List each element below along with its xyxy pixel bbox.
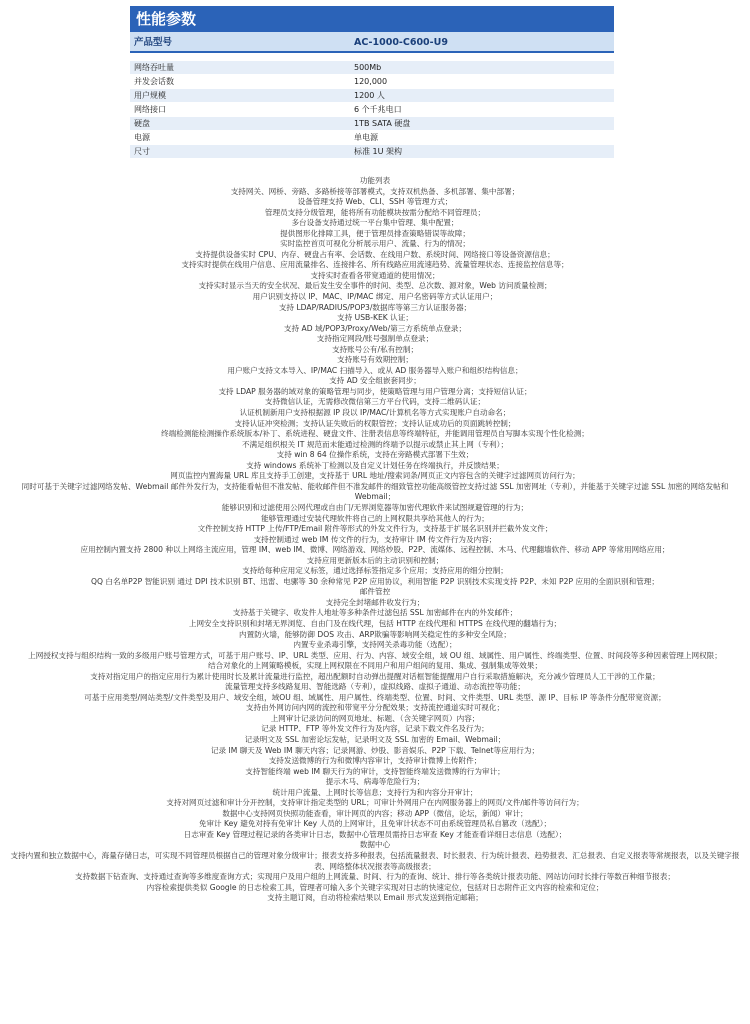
feature-line: 支持 USB-KEK 认证； bbox=[337, 313, 413, 323]
feature-line: 设备管理支持 Web、CLI、SSH 等管理方式； bbox=[297, 197, 453, 207]
feature-line: 支持实时查看各带宽通道的使用情况； bbox=[310, 270, 440, 280]
spec-rows bbox=[130, 61, 614, 159]
spec-row-value: 单电源 bbox=[354, 133, 378, 142]
feature-line: 免审计 Key 避免对持有免审计 Key 人员的上网审计，且免审计状态不可由系统管理员私自篡改（选配）； bbox=[198, 819, 552, 829]
feature-line: 支持发送微博的行为和微博内容审计，支持审计微博上传附件； bbox=[268, 756, 482, 766]
feature-line: 支持指定网段/账号强制单点登录； bbox=[316, 334, 434, 344]
spec-row-label: 并发会话数 bbox=[134, 77, 174, 86]
feature-line: 多台设备支持通过统一平台集中管理、集中配置； bbox=[291, 218, 459, 228]
spec-row-label: 网络接口 bbox=[134, 105, 166, 114]
feature-line: 支持内置和独立数据中心，海量存储日志，可实现不同管理员根据自己的管理对象分级审计；报表支持多种报表，包括流量报表、时长报表、行为统计报表、趋势报表、汇总报表、自定义报表等常规报表，以及关键字报表、网络整体状况报表等高级报表； bbox=[10, 851, 740, 871]
feature-line: QQ 白名单P2P 智能识别 通过 DPI 技术识别 BT、迅雷、电骡等 30 余种常见 P2P 应用协议，利用智能 P2P 识别技术实现支持 P2P、未知 P2P 应用的全面识别和管理； bbox=[91, 576, 659, 586]
spec-row-value: 120,000 bbox=[354, 77, 388, 86]
feature-line: 提示木马、病毒等危险行为； bbox=[325, 777, 425, 787]
feature-line: 同时可基于关键字过滤网络发帖、Webmail 邮件外发行为，支持能看帖但不准发帖、能收邮件但不准发邮件的细致管控功能高级管控支持过滤 SSL 加密网址（专利），并能基于关键字过滤 SSL 加密的网络发帖和 Webmail； bbox=[21, 481, 729, 502]
spec-row bbox=[130, 103, 614, 117]
spec-row-label: 尺寸 bbox=[134, 147, 150, 156]
feature-line: 支持控制通过 web IM 传文件的行为，支持审计 IM 传文件行为及内容； bbox=[253, 534, 497, 544]
feature-line: 内容检索提供类似 Google 的日志检索工具，管理者可输入多个关键字实现对日志的快速定位，包括对日志附件正文内容的检索和定位； bbox=[146, 882, 604, 892]
feature-line: 支持认证冲突检测；支持认证失败后的权限管控；支持认证成功后的页面跳转控制； bbox=[234, 418, 516, 428]
feature-line: 支持 LDAP/RADIUS/POP3/数据库等第三方认证服务器； bbox=[278, 302, 472, 312]
spec-row bbox=[130, 145, 614, 159]
feature-line: 不满足组织根关 IT 规范而未能通过检测的终端予以提示或禁止其上网（专利）； bbox=[241, 439, 509, 449]
feature-list bbox=[8, 176, 742, 904]
spec-row-value: 1200 人 bbox=[354, 91, 385, 100]
feature-line: 支持提供设备实时 CPU、内存、硬盘占有率、会话数、在线用户数、系统时间、网络接口等设备资源信息； bbox=[195, 249, 555, 259]
feature-line: 用户账户支持文本导入、IP/MAC 扫描导入、或从 AD 服务器导入账户和组织结构信息； bbox=[227, 365, 523, 375]
feature-line: 网页监控内置海量 URL 库且支持手工创建，支持基于 URL 地址/搜索词条/网页正文内容包含的关键字过滤网页访问行为； bbox=[170, 471, 580, 481]
feature-line: 支持 win 8 64 位操作系统，支持在旁路模式部署下生效； bbox=[276, 450, 474, 460]
feature-line: 支持给每种应用定义标签，通过选择标签指定多个应用；支持应用的细分控制； bbox=[242, 566, 508, 576]
feature-line: 支持主题订阅，自动将检索结果以 Email 形式发送到指定邮箱； bbox=[267, 893, 483, 903]
feature-line: 内置防火墙，能够防御 DOS 攻击、ARP欺骗等影响网关稳定性的多种安全风险； bbox=[239, 629, 511, 639]
feature-line: 支持数据下钻查询、支持通过查询等多维度查询方式；实现用户及用户组的上网流量、时间、行为的查询、统计、排行等各类统计报表功能、网站访问时长排行等数百种细节报表； bbox=[75, 872, 675, 882]
spec-row-label: 电源 bbox=[134, 133, 150, 142]
feature-line: 流量管理支持多线路复用、智能选路（专利），虚拟线路、虚拟子通道、动态流控等功能； bbox=[225, 682, 525, 692]
feature-line: 记录 HTTP、FTP 等外发文件行为及内容，记录下载文件名及行为； bbox=[261, 724, 489, 734]
feature-line: 可基于应用类型/网站类型/文件类型及用户、域安全组，域OU 组、域属性、用户属性、终端类型、位置、时间、文件类型、URL 类型、源 IP、目标 IP 等条件分配带宽资源； bbox=[84, 692, 666, 702]
spec-row-label: 用户规模 bbox=[134, 91, 166, 100]
spec-model-row bbox=[130, 32, 614, 53]
spec-row bbox=[130, 89, 614, 103]
spec-row-value: 6 个千兆电口 bbox=[354, 105, 402, 114]
feature-line: 日志审查 Key 管理过程记录的各类审计日志，数据中心管理员需持日志审查 Key 才能查看详细日志信息（选配）； bbox=[183, 829, 567, 839]
spec-row-value: 1TB SATA 硬盘 bbox=[354, 119, 411, 128]
feature-line: 支持对网页过滤和审计分开控制，支持审计指定类型的 URL；可审计外网用户在内网服务器上的网页/文件/邮件等访问行为； bbox=[166, 798, 584, 808]
feature-line: 数据中心支持网页快照功能查看，审计网页的内容；移动 APP（微信，论坛，新闻）审计； bbox=[222, 808, 528, 818]
feature-line: 用户识别支持以 IP、MAC、IP/MAC 绑定、用户名密码等方式认证用户； bbox=[252, 292, 498, 302]
feature-list-heading: 功能列表 bbox=[359, 176, 391, 185]
feature-line: 支持网关、网桥、旁路、多路桥接等部署模式，支持双机热备、多机部署、集中部署； bbox=[230, 186, 520, 196]
model-label: 产品型号 bbox=[134, 37, 173, 48]
spec-title: 性能参数 bbox=[130, 6, 614, 32]
feature-line: 支持 AD 域/POP3/Proxy/Web/第三方系统单点登录； bbox=[283, 323, 467, 333]
model-value: AC-1000-C600-U9 bbox=[354, 37, 448, 48]
feature-line: 支持 AD 安全组嵌套同步； bbox=[329, 376, 421, 386]
spec-table bbox=[130, 6, 614, 159]
feature-line: 支持应用更新版本后的主动识别和控制； bbox=[306, 555, 444, 565]
feature-line: 邮件管控 bbox=[359, 587, 391, 597]
feature-line: 能够管理通过安装代理软件将自己的上网权限共享给其他人的行为； bbox=[261, 513, 489, 523]
feature-line: 实时监控首页可视化分析展示用户、流量、行为的情况； bbox=[280, 239, 470, 249]
feature-line: 支持实时显示当天的安全状况、最后发生安全事件的时间、类型、总次数、源对象，Web 访问质量检测； bbox=[198, 281, 552, 291]
spec-row bbox=[130, 75, 614, 89]
feature-line: 能够识别和过滤使用公网代理或自由门/无界浏览器等加密代理软件来试图规避管理的行为； bbox=[221, 502, 529, 512]
feature-line: 支持由外网访问内网的流控和带宽平分分配效果；支持流控通道实时可视化； bbox=[245, 703, 505, 713]
feature-line: 管理员支持分级管理，能将所有功能模块按需分配给不同管理员； bbox=[264, 207, 486, 217]
feature-line: 上网安全支持识别和封堵无界浏览、自由门及在线代理，包括 HTTP 在线代理和 HTTPS 在线代理的翻墙行为； bbox=[188, 618, 562, 628]
feature-line: 结合对象化的上网策略模板，实现上网权限在不同用户和用户组间的复用、集成、强制集成等效果； bbox=[207, 661, 543, 671]
feature-line: 文件控制支持 HTTP 上传/FTP/Email 附件等形式的外发文件行为，支持基于扩展名识别并拦截外发文件； bbox=[197, 524, 553, 534]
feature-line: 记录 IM 聊天及 Web IM 聊天内容；记录网游、炒股、影音娱乐、P2P 下载、Telnet等应用行为； bbox=[210, 745, 540, 755]
feature-line: 支持实时提供在线用户信息、应用流量排名、连接排名、所有线路应用流速趋势、流量管理状态、连接监控信息等； bbox=[181, 260, 569, 270]
feature-line: 支持账号有效期控制； bbox=[337, 355, 413, 365]
feature-line: 统计用户流量、上网时长等信息；支持行为和内容分开审计； bbox=[272, 787, 478, 797]
feature-line: 认证机制新用户支持根据源 IP 段以 IP/MAC/计算机名等方式实现账户自动命名； bbox=[239, 408, 511, 418]
feature-line: 上网授权支持与组织结构一致的多级用户账号管理方式，可基于用户账号、IP、URL 类型、应用、行为、内容、域安全组，域 OU 组、域属性、用户属性、终端类型、位置、时间段等多种因素管理上网权限； bbox=[28, 650, 722, 660]
feature-line: 支持微信认证，无需修改微信第三方平台代码，支持二维码认证； bbox=[264, 397, 486, 407]
feature-line: 支持对指定用户的指定应用行为累计使用时长及累计流量进行监控，超出配额时自动弹出提醒对话框智能提醒用户自行采取措施解决，充分减少管理员人工干涉的工作量； bbox=[90, 671, 660, 681]
spec-row-label: 硬盘 bbox=[134, 119, 150, 128]
feature-line: 支持 windows 系统补丁检测以及自定义计划任务在终端执行，并反馈结果； bbox=[246, 460, 504, 470]
feature-line: 内置专业杀毒引擎，支持网关杀毒功能（选配）； bbox=[293, 640, 457, 650]
spec-row bbox=[130, 117, 614, 131]
spec-row bbox=[130, 61, 614, 75]
spec-row-value: 500Mb bbox=[354, 63, 382, 72]
feature-line: 支持完全封堵邮件收发行为； bbox=[325, 597, 425, 607]
feature-line: 数据中心 bbox=[359, 840, 391, 850]
spec-row-label: 网络吞吐量 bbox=[134, 63, 174, 72]
feature-line: 支持账号公有/私有控制； bbox=[331, 344, 419, 354]
spec-row-value: 标准 1U 架构 bbox=[354, 147, 403, 156]
feature-line: 支持 LDAP 服务器的域对象的策略管理与同步，使策略管理与用户管理分离；支持短信认证； bbox=[218, 386, 532, 396]
feature-line: 应用控制内置支持 2800 种以上网络主流应用，管理 IM、web IM、微博、网络游戏、网络炒股、P2P、流媒体、远程控制、木马、代理翻墙软件、移动 APP 等常用网络应用； bbox=[80, 545, 670, 555]
feature-line: 支持智能终端 web IM 聊天行为的审计，支持智能终端发送微博的行为审计； bbox=[245, 766, 505, 776]
feature-line: 终端检测能检测操作系统版本/补丁、系统进程、硬盘文件、注册表信息等终端特征，并能调用管理员自写脚本实现个性化检测； bbox=[161, 429, 589, 439]
feature-line: 上网审计记录访问的网页地址、标题、（含关键字网页）内容； bbox=[270, 713, 480, 723]
feature-line: 提供图形化排障工具，便于管理员排查策略错误等故障； bbox=[280, 228, 470, 238]
feature-line: 支持基于关键字、收发件人地址等多种条件过滤包括 SSL 加密邮件在内的外发邮件； bbox=[232, 608, 518, 618]
feature-line: 记录明文及 SSL 加密论坛发帖，记录明文及 SSL 加密的 Email、Webmail； bbox=[244, 734, 506, 744]
spec-row bbox=[130, 131, 614, 145]
